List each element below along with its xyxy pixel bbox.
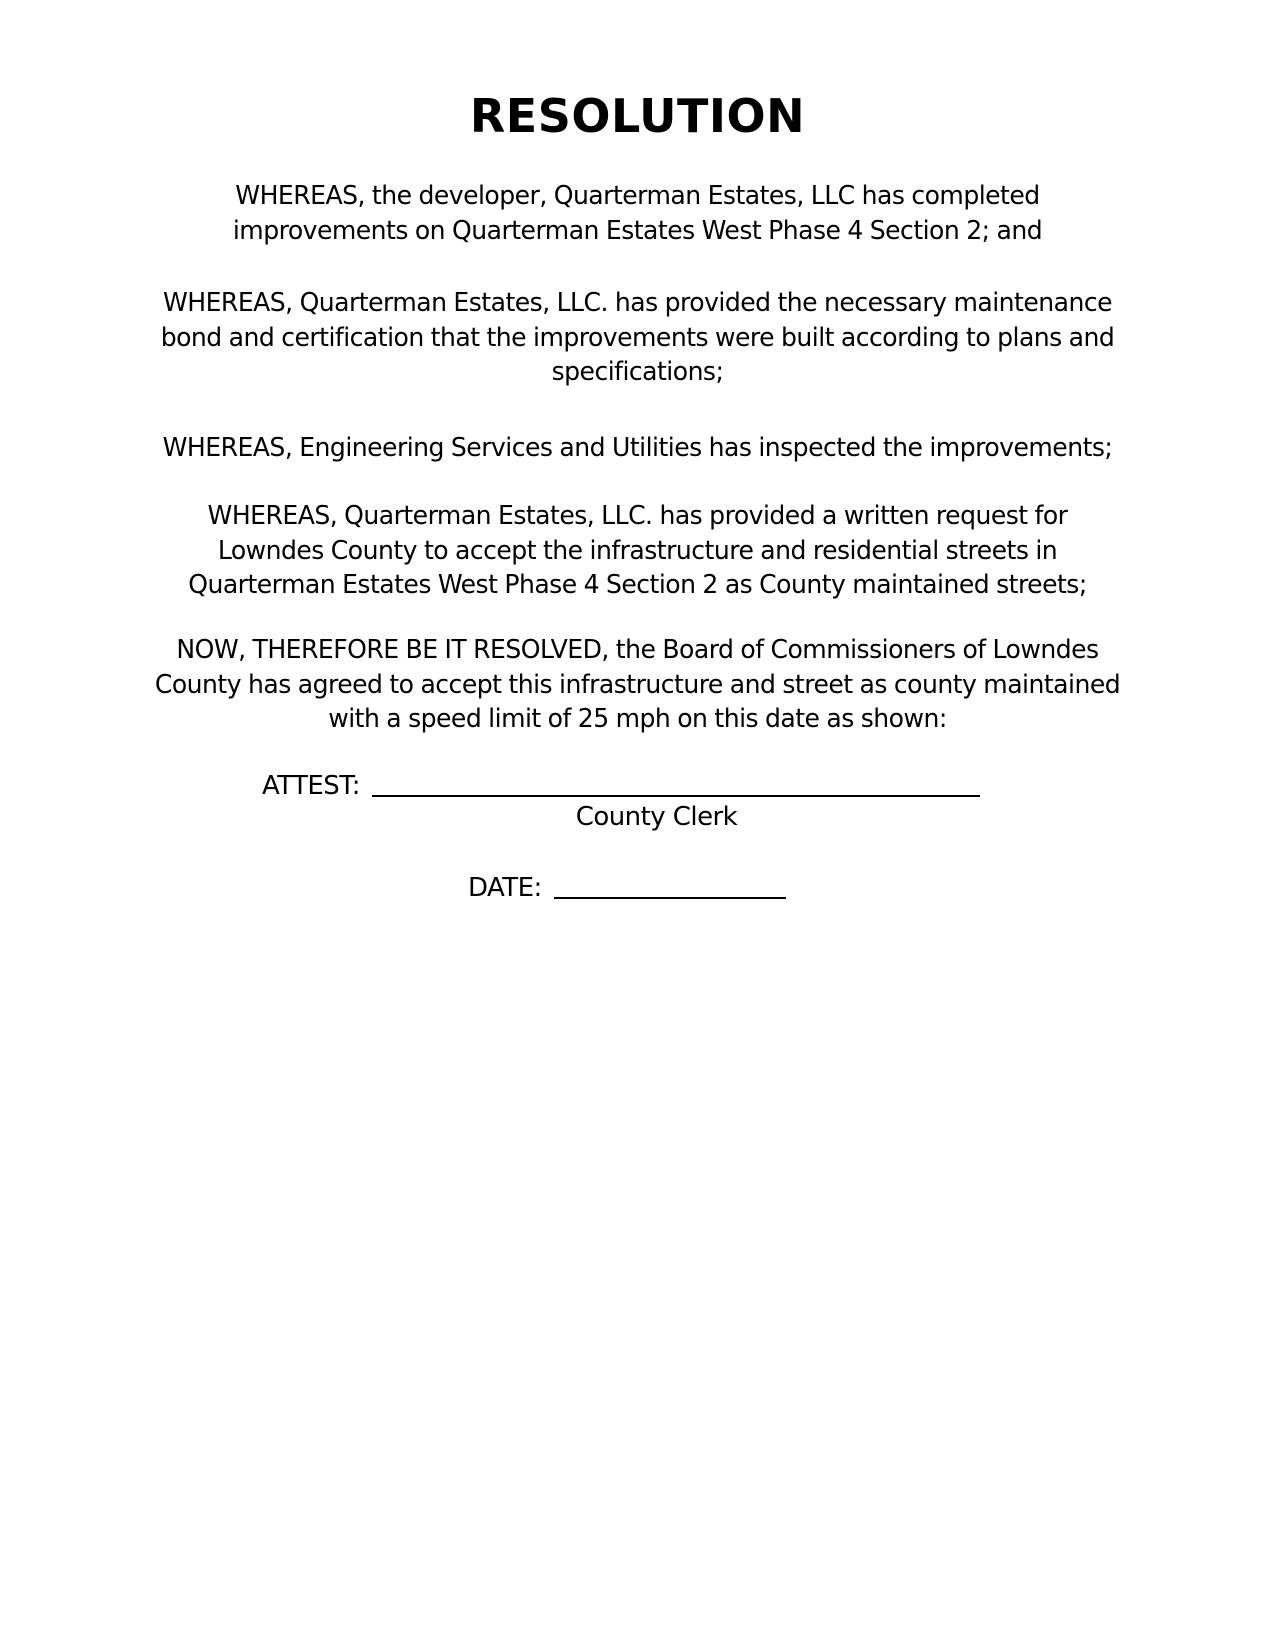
document-title: RESOLUTION (469, 89, 806, 143)
paragraph-line: with a speed limit of 25 mph on this date as shown: (328, 704, 947, 734)
date-signature-row (468, 868, 786, 905)
whereas-bond-paragraph (128, 286, 1146, 390)
paragraph-line: improvements on Quarterman Estates West Phase 4 Section 2; and (232, 215, 1043, 246)
paragraph-line: WHEREAS, Quarterman Estates, LLC. has provided a written request for (207, 501, 1068, 531)
paragraph-line: NOW, THEREFORE BE IT RESOLVED, the Board of Commissioners of Lowndes (176, 635, 1099, 665)
whereas-inspection-paragraph (128, 431, 1146, 466)
attest-label: ATTEST: (262, 771, 360, 801)
date-label: DATE: (468, 873, 542, 903)
paragraph-line: WHEREAS, the developer, Quarterman Estates, LLC has completed (235, 181, 1040, 211)
whereas-request-paragraph (128, 499, 1146, 603)
paragraph-line: bond and certification that the improvements were built according to plans and (160, 322, 1115, 353)
attest-signature-line[interactable] (372, 769, 980, 797)
date-line[interactable] (554, 871, 786, 899)
paragraph-line: Quarterman Estates West Phase 4 Section 2 as County maintained streets; (188, 570, 1087, 600)
paragraph-line: Lowndes County to accept the infrastructure and residential streets in (217, 535, 1058, 566)
paragraph-line: WHEREAS, Engineering Services and Utilities has inspected the improvements; (162, 433, 1113, 463)
paragraph-line: County has agreed to accept this infrastructure and street as county maintained (154, 669, 1121, 700)
paragraph-line: specifications; (551, 357, 724, 387)
attest-signature-row (262, 766, 980, 803)
whereas-developer-paragraph (128, 179, 1146, 248)
county-clerk-caption: County Clerk (575, 802, 738, 832)
paragraph-line: WHEREAS, Quarterman Estates, LLC. has provided the necessary maintenance (162, 288, 1113, 318)
resolved-paragraph (128, 633, 1146, 737)
